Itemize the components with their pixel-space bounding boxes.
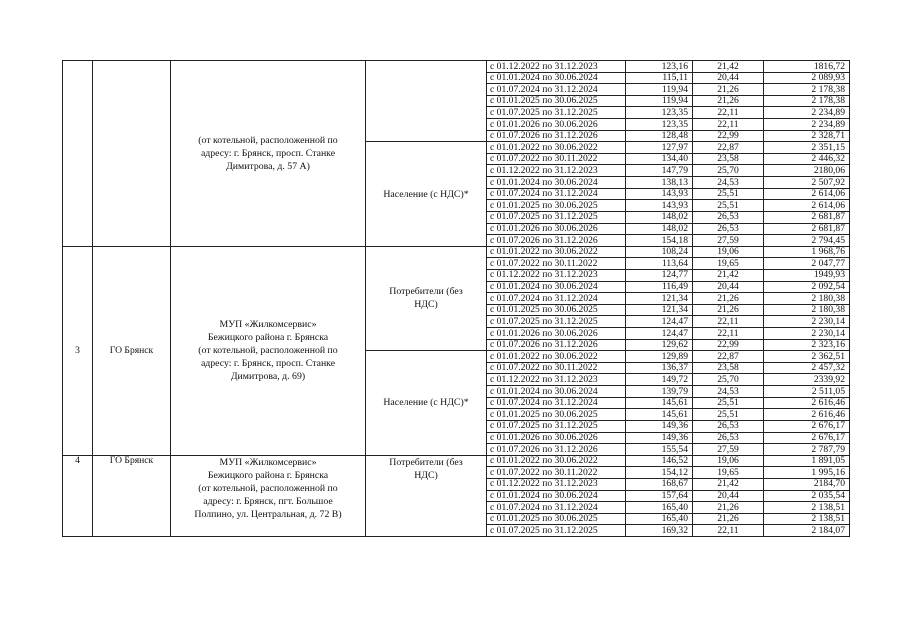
value-cell: 2 234,89 [764, 119, 850, 131]
period-cell: с 01.07.2022 по 30.11.2022 [487, 153, 626, 165]
value-cell: 169,32 [626, 525, 693, 537]
value-cell: 1949,93 [764, 269, 850, 281]
value-cell: 2 180,38 [764, 293, 850, 305]
value-cell: 148,02 [626, 223, 693, 235]
value-cell: 154,12 [626, 467, 693, 479]
value-cell: 136,37 [626, 362, 693, 374]
value-cell: 22,11 [693, 316, 764, 328]
value-cell: 2 681,87 [764, 223, 850, 235]
value-cell: 21,42 [693, 269, 764, 281]
row-number-cell [63, 61, 93, 247]
period-cell: с 01.01.2026 по 30.06.2026 [487, 119, 626, 131]
municipality-name: ГО Брянск [109, 455, 154, 466]
value-cell: 21,42 [693, 478, 764, 490]
value-cell: 115,11 [626, 72, 693, 84]
category-line: Потребители (без [389, 456, 463, 468]
period-cell: с 01.07.2025 по 31.12.2025 [487, 316, 626, 328]
period-cell: с 01.01.2025 по 30.06.2025 [487, 95, 626, 107]
period-cell: с 01.01.2025 по 30.06.2025 [487, 304, 626, 316]
organization-line: адресу: г. Брянск, просп. Станке [200, 358, 336, 370]
value-cell: 116,49 [626, 281, 693, 293]
period-cell: с 01.01.2026 по 30.06.2026 [487, 328, 626, 340]
consumer-category-cell: Население (с НДС)* [366, 351, 487, 455]
value-cell: 134,40 [626, 153, 693, 165]
period-cell: с 01.07.2025 по 31.12.2025 [487, 420, 626, 432]
value-cell: 2 180,38 [764, 304, 850, 316]
period-cell: с 01.01.2026 по 30.06.2026 [487, 432, 626, 444]
period-cell: с 01.07.2026 по 31.12.2026 [487, 235, 626, 247]
value-cell: 2 230,14 [764, 316, 850, 328]
value-cell: 165,40 [626, 502, 693, 514]
organization-cell [171, 61, 366, 247]
value-cell: 155,54 [626, 444, 693, 456]
table-row [63, 246, 850, 258]
value-cell: 1816,72 [764, 61, 850, 73]
value-cell: 139,79 [626, 386, 693, 398]
value-cell: 2 328,71 [764, 130, 850, 142]
value-cell: 22,11 [693, 107, 764, 119]
value-cell: 2 616,46 [764, 397, 850, 409]
value-cell: 2 234,89 [764, 107, 850, 119]
period-cell: с 01.01.2026 по 30.06.2026 [487, 223, 626, 235]
period-cell: с 01.01.2022 по 30.06.2022 [487, 246, 626, 258]
value-cell: 119,94 [626, 84, 693, 96]
value-cell: 23,58 [693, 362, 764, 374]
value-cell: 2339,92 [764, 374, 850, 386]
period-cell: с 01.01.2022 по 30.06.2022 [487, 351, 626, 363]
organization-line: МУП «Жилкомсервис» [219, 456, 317, 468]
value-cell: 2 178,38 [764, 95, 850, 107]
value-cell: 25,51 [693, 188, 764, 200]
value-cell: 19,65 [693, 258, 764, 270]
value-cell: 25,70 [693, 165, 764, 177]
period-cell: с 01.07.2026 по 31.12.2026 [487, 444, 626, 456]
value-cell: 2 446,32 [764, 153, 850, 165]
value-cell: 2 457,32 [764, 362, 850, 374]
value-cell: 26,53 [693, 223, 764, 235]
value-cell: 2 614,06 [764, 188, 850, 200]
value-cell: 168,67 [626, 478, 693, 490]
value-cell: 121,34 [626, 293, 693, 305]
value-cell: 21,26 [693, 304, 764, 316]
category-line: Потребители (без [389, 286, 463, 298]
value-cell: 145,61 [626, 409, 693, 421]
value-cell: 123,35 [626, 119, 693, 131]
period-cell: с 01.01.2024 по 30.06.2024 [487, 386, 626, 398]
value-cell: 2 616,46 [764, 409, 850, 421]
period-cell: с 01.12.2022 по 31.12.2023 [487, 374, 626, 386]
value-cell: 22,11 [693, 119, 764, 131]
value-cell: 2 047,77 [764, 258, 850, 270]
period-cell: с 01.01.2025 по 30.06.2025 [487, 513, 626, 525]
table-row [63, 455, 850, 467]
organization-line: (от котельной, расположенной по [198, 345, 338, 357]
period-cell: с 01.07.2024 по 31.12.2024 [487, 188, 626, 200]
value-cell: 19,65 [693, 467, 764, 479]
period-cell: с 01.07.2022 по 30.11.2022 [487, 258, 626, 270]
organization-line: (от котельной, расположенной по [198, 134, 338, 146]
value-cell: 138,13 [626, 177, 693, 189]
value-cell: 1 891,05 [764, 455, 850, 467]
value-cell: 123,35 [626, 107, 693, 119]
value-cell: 2 089,93 [764, 72, 850, 84]
value-cell: 113,64 [626, 258, 693, 270]
value-cell: 119,94 [626, 95, 693, 107]
period-cell: с 01.01.2024 по 30.06.2024 [487, 281, 626, 293]
value-cell: 22,99 [693, 339, 764, 351]
consumer-category-cell [366, 455, 487, 536]
value-cell: 124,47 [626, 328, 693, 340]
value-cell: 149,36 [626, 432, 693, 444]
value-cell: 149,72 [626, 374, 693, 386]
value-cell: 2 614,06 [764, 200, 850, 212]
municipality-cell [93, 61, 171, 247]
organization-line: (от котельной, расположенной по [198, 482, 338, 494]
value-cell: 26,53 [693, 432, 764, 444]
municipality-cell [93, 455, 171, 536]
period-cell: с 01.07.2024 по 31.12.2024 [487, 397, 626, 409]
organization-cell [171, 455, 366, 536]
period-cell: с 01.01.2024 по 30.06.2024 [487, 490, 626, 502]
period-cell: с 01.07.2024 по 31.12.2024 [487, 502, 626, 514]
value-cell: 2 230,14 [764, 328, 850, 340]
row-number: 4 [75, 455, 80, 466]
row-number: 3 [75, 344, 80, 356]
value-cell: 154,18 [626, 235, 693, 247]
value-cell: 24,53 [693, 386, 764, 398]
period-cell: с 01.07.2026 по 31.12.2026 [487, 130, 626, 142]
value-cell: 108,24 [626, 246, 693, 258]
organization-line: Димитрова, д. 57 А) [226, 160, 310, 172]
value-cell: 19,06 [693, 246, 764, 258]
value-cell: 146,52 [626, 455, 693, 467]
value-cell: 26,53 [693, 211, 764, 223]
period-cell: с 01.07.2024 по 31.12.2024 [487, 293, 626, 305]
value-cell: 157,64 [626, 490, 693, 502]
value-cell: 2 351,15 [764, 142, 850, 154]
period-cell: с 01.01.2025 по 30.06.2025 [487, 409, 626, 421]
value-cell: 22,87 [693, 351, 764, 363]
period-cell: с 01.07.2025 по 31.12.2025 [487, 525, 626, 537]
value-cell: 1 995,16 [764, 467, 850, 479]
value-cell: 2 794,45 [764, 235, 850, 247]
value-cell: 2 184,07 [764, 525, 850, 537]
value-cell: 25,51 [693, 397, 764, 409]
organization-line: Полпино, ул. Центральная, д. 72 В) [194, 508, 342, 520]
value-cell: 143,93 [626, 200, 693, 212]
period-cell: с 01.07.2025 по 31.12.2025 [487, 107, 626, 119]
value-cell: 2 676,17 [764, 432, 850, 444]
organization-line: Бежицкого района г. Брянска [207, 332, 329, 344]
organization-line: адресу: г. Брянск, пгт. Большое [203, 495, 333, 507]
value-cell: 21,26 [693, 95, 764, 107]
value-cell: 2 507,92 [764, 177, 850, 189]
value-cell: 2 178,38 [764, 84, 850, 96]
value-cell: 124,77 [626, 269, 693, 281]
category-line: НДС) [414, 469, 438, 481]
value-cell: 143,93 [626, 188, 693, 200]
value-cell: 24,53 [693, 177, 764, 189]
period-cell: с 01.12.2022 по 31.12.2023 [487, 61, 626, 73]
value-cell: 2 138,51 [764, 513, 850, 525]
value-cell: 2 092,54 [764, 281, 850, 293]
value-cell: 22,11 [693, 328, 764, 340]
value-cell: 2 787,79 [764, 444, 850, 456]
value-cell: 21,26 [693, 502, 764, 514]
value-cell: 27,59 [693, 444, 764, 456]
period-cell: с 01.12.2022 по 31.12.2023 [487, 165, 626, 177]
value-cell: 2 035,54 [764, 490, 850, 502]
value-cell: 127,97 [626, 142, 693, 154]
period-cell: с 01.01.2022 по 30.06.2022 [487, 455, 626, 467]
table-row [63, 61, 850, 73]
value-cell: 22,11 [693, 525, 764, 537]
value-cell: 148,02 [626, 211, 693, 223]
value-cell: 26,53 [693, 420, 764, 432]
value-cell: 21,42 [693, 61, 764, 73]
value-cell: 147,79 [626, 165, 693, 177]
value-cell: 21,26 [693, 513, 764, 525]
value-cell: 165,40 [626, 513, 693, 525]
value-cell: 2180,06 [764, 165, 850, 177]
consumer-category-cell [366, 246, 487, 350]
value-cell: 19,06 [693, 455, 764, 467]
value-cell: 129,89 [626, 351, 693, 363]
value-cell: 2 362,51 [764, 351, 850, 363]
organization-line: Бежицкого района г. Брянска [207, 469, 329, 481]
value-cell: 128,48 [626, 130, 693, 142]
value-cell: 20,44 [693, 281, 764, 293]
value-cell: 21,26 [693, 84, 764, 96]
value-cell: 121,34 [626, 304, 693, 316]
category-line: НДС) [414, 299, 438, 311]
value-cell: 20,44 [693, 72, 764, 84]
value-cell: 129,62 [626, 339, 693, 351]
period-cell: с 01.01.2024 по 30.06.2024 [487, 177, 626, 189]
municipality-cell [93, 246, 171, 455]
value-cell: 2 681,87 [764, 211, 850, 223]
value-cell: 1 968,76 [764, 246, 850, 258]
value-cell: 149,36 [626, 420, 693, 432]
period-cell: с 01.07.2022 по 30.11.2022 [487, 467, 626, 479]
organization-cell [171, 246, 366, 455]
value-cell: 2 511,05 [764, 386, 850, 398]
value-cell: 2 323,16 [764, 339, 850, 351]
value-cell: 124,47 [626, 316, 693, 328]
value-cell: 123,16 [626, 61, 693, 73]
value-cell: 2184,70 [764, 478, 850, 490]
organization-line: адресу: г. Брянск, просп. Станке [200, 147, 336, 159]
period-cell: с 01.01.2025 по 30.06.2025 [487, 200, 626, 212]
period-cell: с 01.07.2025 по 31.12.2025 [487, 211, 626, 223]
value-cell: 2 138,51 [764, 502, 850, 514]
consumer-category-cell [366, 61, 487, 142]
period-cell: с 01.07.2022 по 30.11.2022 [487, 362, 626, 374]
value-cell: 25,70 [693, 374, 764, 386]
value-cell: 22,99 [693, 130, 764, 142]
period-cell: с 01.12.2022 по 31.12.2023 [487, 269, 626, 281]
value-cell: 145,61 [626, 397, 693, 409]
value-cell: 27,59 [693, 235, 764, 247]
value-cell: 20,44 [693, 490, 764, 502]
period-cell: с 01.12.2022 по 31.12.2023 [487, 478, 626, 490]
value-cell: 23,58 [693, 153, 764, 165]
organization-line: Димитрова, д. 69) [230, 371, 306, 383]
tariff-table [62, 60, 850, 537]
period-cell: с 01.07.2024 по 31.12.2024 [487, 84, 626, 96]
organization-line: МУП «Жилкомсервис» [219, 319, 317, 331]
value-cell: 2 676,17 [764, 420, 850, 432]
consumer-category-cell: Население (с НДС)* [366, 142, 487, 246]
value-cell: 22,87 [693, 142, 764, 154]
row-number-cell [63, 246, 93, 455]
period-cell: с 01.01.2024 по 30.06.2024 [487, 72, 626, 84]
value-cell: 25,51 [693, 409, 764, 421]
period-cell: с 01.07.2026 по 31.12.2026 [487, 339, 626, 351]
value-cell: 21,26 [693, 293, 764, 305]
value-cell: 25,51 [693, 200, 764, 212]
period-cell: с 01.01.2022 по 30.06.2022 [487, 142, 626, 154]
row-number-cell [63, 455, 93, 536]
municipality-name: ГО Брянск [109, 344, 154, 356]
